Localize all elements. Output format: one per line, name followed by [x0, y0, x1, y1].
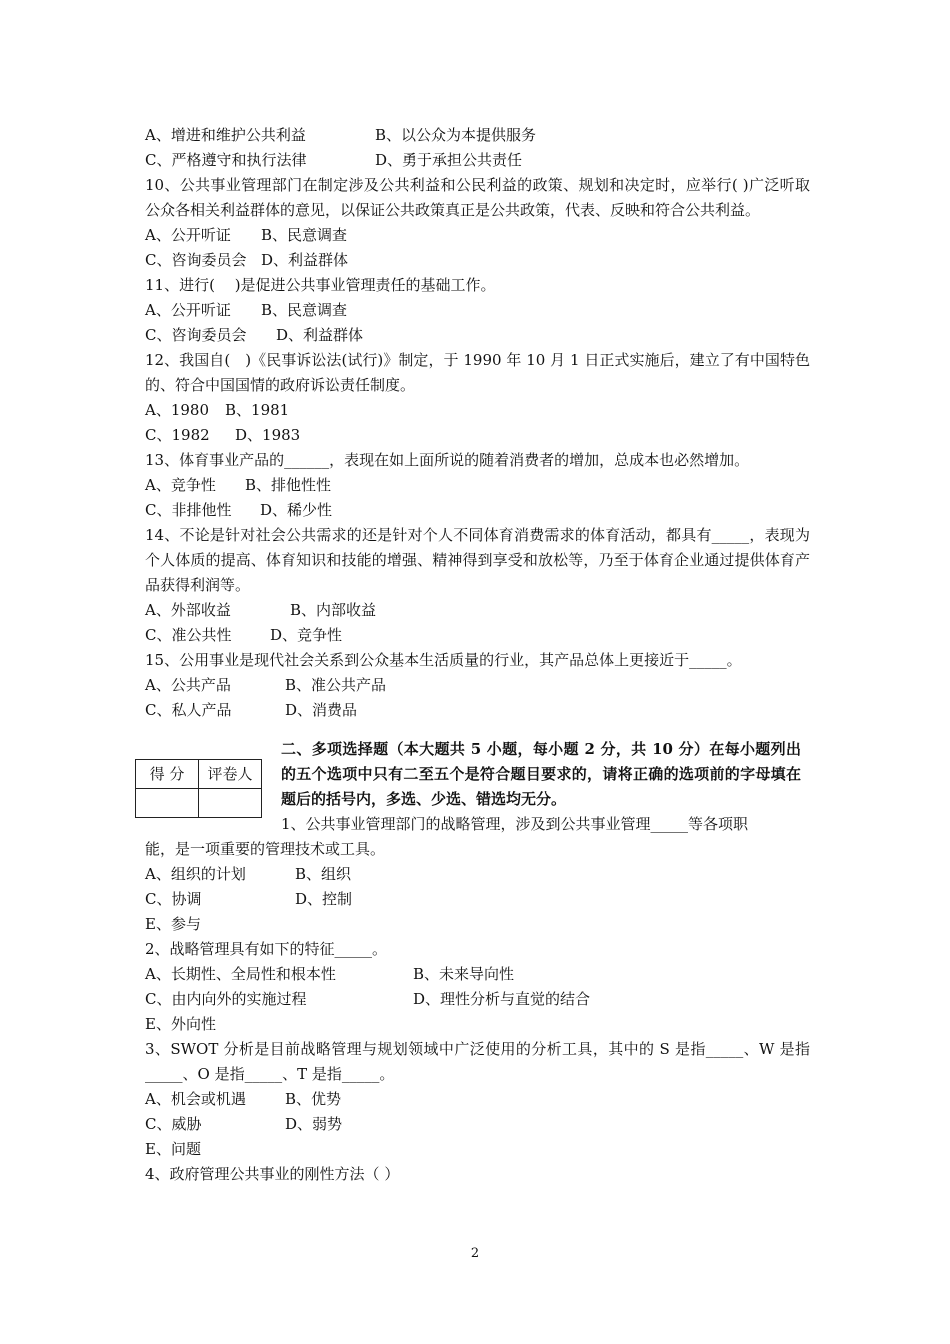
option-b: B、1981	[225, 401, 290, 419]
q13-options-row-1	[145, 473, 810, 498]
grader-cell	[199, 789, 262, 818]
question-m3: 3、SWOT 分析是目前战略管理与规划领域中广泛使用的分析工具，其中的 S 是指_____、W 是指_____、O 是指_____、T 是指_____。	[145, 1040, 810, 1083]
option-b: B、准公共产品	[285, 676, 387, 694]
section-2-heading: 二、多项选择题（本大题共 5 小题，每小题 2 分，共 10 分）在每小题列出的五个选项中只有二至五个是符合题目要求的，请将正确的选项前的字母填在题后的括号内，多选、少选、错选均无分。	[281, 740, 801, 808]
option-a: A、1980	[145, 401, 210, 419]
option-a: A、公开听证	[145, 226, 231, 244]
option-c: C、1982	[145, 426, 210, 444]
q15-options-row-1	[145, 673, 810, 698]
option-d: D、1983	[235, 426, 301, 444]
q13-options-row-2	[145, 498, 810, 523]
q14-options-row-1	[145, 598, 810, 623]
question-10: 10、公共事业管理部门在制定涉及公共利益和公民利益的政策、规划和决定时，应举行( )广泛听取公众各相关利益群体的意见，以保证公共政策真正是公共政策，代表、反映和符合公共利益。	[145, 176, 810, 219]
q9-options-row-1	[145, 123, 810, 148]
m2-options-row-2	[145, 987, 810, 1012]
m3-options-row-1	[145, 1087, 810, 1112]
q11-options-row-1	[145, 298, 810, 323]
option-a: A、机会或机遇	[145, 1090, 246, 1108]
option-d: D、勇于承担公共责任	[375, 151, 523, 169]
q12-options-row-1	[145, 398, 810, 423]
question-m2: 2、战略管理具有如下的特征_____。	[145, 940, 388, 958]
m1-question-part1: 1、公共事业管理部门的战略管理，涉及到公共事业管理_____等各项职	[281, 815, 749, 833]
option-c: C、准公共性	[145, 626, 232, 644]
option-b: B、组织	[295, 865, 352, 883]
option-d: D、利益群体	[261, 251, 349, 269]
option-a: A、竞争性	[145, 476, 216, 494]
q15-options-row-2	[145, 698, 810, 723]
option-c: C、威胁	[145, 1115, 202, 1133]
q14-options-row-2	[145, 623, 810, 648]
option-a: A、外部收益	[145, 601, 231, 619]
q9-options-row-2	[145, 148, 810, 173]
m1-options-row-2	[145, 887, 810, 912]
option-c: C、协调	[145, 890, 202, 908]
option-e: E、外向性	[145, 1015, 216, 1033]
question-11: 11、进行( )是促进公共事业管理责任的基础工作。	[145, 276, 496, 294]
page-content	[145, 123, 810, 1187]
option-b: B、民意调查	[261, 226, 348, 244]
option-a: A、公开听证	[145, 301, 231, 319]
option-d: D、利益群体	[276, 326, 364, 344]
option-d: D、理性分析与直觉的结合	[413, 990, 591, 1008]
option-a: A、组织的计划	[145, 865, 246, 883]
option-d: D、控制	[295, 890, 353, 908]
q11-options-row-2	[145, 323, 810, 348]
m1-options-row-1	[145, 862, 810, 887]
section-2-header	[145, 737, 810, 837]
q10-options-row-2	[145, 248, 810, 273]
option-c: C、由内向外的实施过程	[145, 990, 307, 1008]
option-b: B、内部收益	[290, 601, 377, 619]
option-a: A、公共产品	[145, 676, 231, 694]
question-15: 15、公用事业是现代社会关系到公众基本生活质量的行业，其产品总体上更接近于_____。	[145, 651, 742, 669]
section-2-right	[281, 737, 801, 837]
option-c: C、咨询委员会	[145, 326, 247, 344]
question-m4: 4、政府管理公共事业的刚性方法（ ）	[145, 1165, 400, 1183]
option-c: C、严格遵守和执行法律	[145, 151, 307, 169]
q10-options-row-1	[145, 223, 810, 248]
option-a: A、增进和维护公共利益	[145, 126, 306, 144]
option-e: E、问题	[145, 1140, 201, 1158]
question-12: 12、我国自( )《民事诉讼法(试行)》制定，于 1990 年 10 月 1 日正式实施后，建立了有中国特色的、符合中国国情的政府诉讼责任制度。	[145, 351, 810, 394]
option-c: C、咨询委员会	[145, 251, 247, 269]
question-13: 13、体育事业产品的______，表现在如上面所说的随着消费者的增加，总成本也必然增加。	[145, 451, 750, 469]
m3-options-row-2	[145, 1112, 810, 1137]
m2-options-row-1	[145, 962, 810, 987]
option-c: C、非排他性	[145, 501, 232, 519]
option-e: E、参与	[145, 915, 201, 933]
option-b: B、以公众为本提供服务	[375, 126, 537, 144]
score-cell	[136, 789, 199, 818]
grader-label: 评卷人	[199, 760, 262, 789]
question-14: 14、不论是针对社会公共需求的还是针对个人不同体育消费需求的体育活动，都具有_____，表现为个人体质的提高、体育知识和技能的增强、精神得到享受和放松等，乃至于体育企业通过提供体育产品获得利润等。	[145, 526, 810, 594]
option-d: D、消费品	[285, 701, 358, 719]
score-label: 得 分	[136, 760, 199, 789]
option-d: D、稀少性	[260, 501, 333, 519]
score-box	[145, 737, 281, 837]
option-d: D、竞争性	[270, 626, 343, 644]
option-c: C、私人产品	[145, 701, 232, 719]
option-b: B、优势	[285, 1090, 342, 1108]
option-b: B、民意调查	[261, 301, 348, 319]
option-b: B、未来导向性	[413, 965, 515, 983]
score-table	[135, 759, 262, 818]
page-number: 2	[470, 1246, 480, 1261]
option-d: D、弱势	[285, 1115, 343, 1133]
option-b: B、排他性性	[245, 476, 332, 494]
q12-options-row-2	[145, 423, 810, 448]
option-a: A、长期性、全局性和根本性	[145, 965, 336, 983]
m1-question-part2: 能，是一项重要的管理技术或工具。	[145, 840, 386, 858]
